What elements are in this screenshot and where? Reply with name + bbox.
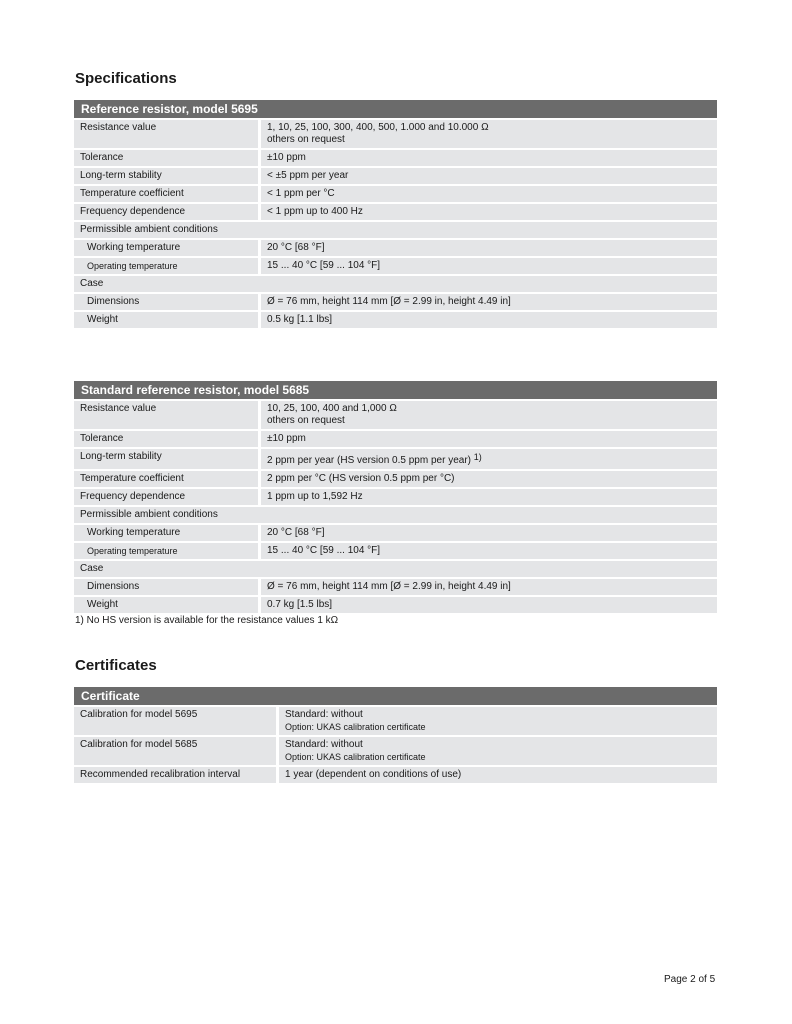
table-row	[74, 276, 717, 292]
row-value: 1 ppm up to 1,592 Hz	[258, 489, 717, 505]
row-label: Calibration for model 5695	[74, 707, 276, 735]
row-value: 2 ppm per °C (HS version 0.5 ppm per °C)	[258, 471, 717, 487]
row-value	[258, 401, 717, 429]
table-title: Certificate	[74, 687, 717, 705]
row-label: Temperature coefficient	[74, 186, 258, 202]
table-row	[74, 543, 717, 559]
table-row	[74, 222, 717, 238]
table-row	[74, 449, 717, 469]
table-row	[74, 258, 717, 274]
table-row	[74, 168, 717, 184]
certificates-heading: Certificates	[75, 657, 157, 674]
table-row	[74, 561, 717, 577]
table-title: Standard reference resistor, model 5685	[74, 381, 717, 399]
row-value: ±10 ppm	[258, 431, 717, 447]
row-value: Ø = 76 mm, height 114 mm [Ø = 2.99 in, height 4.49 in]	[258, 294, 717, 310]
row-label: Temperature coefficient	[74, 471, 258, 487]
table-row	[74, 401, 717, 429]
section-label: Case	[74, 276, 717, 292]
table-row	[74, 767, 717, 783]
footnote-mark: 1)	[473, 452, 482, 462]
row-value: 20 °C [68 °F]	[258, 525, 717, 541]
resistance-note: others on request	[267, 134, 345, 145]
row-value: 1 year (dependent on conditions of use)	[276, 767, 717, 783]
table-row	[74, 150, 717, 166]
row-value: 20 °C [68 °F]	[258, 240, 717, 256]
standard-reference-resistor-5685-table	[74, 379, 717, 615]
row-value	[276, 737, 717, 765]
standard-value: Standard: without	[285, 709, 363, 720]
row-value: ±10 ppm	[258, 150, 717, 166]
row-label: Long-term stability	[74, 449, 258, 469]
resistance-note: others on request	[267, 415, 345, 426]
row-label: Weight	[74, 312, 258, 328]
table-row	[74, 597, 717, 613]
row-label: Working temperature	[74, 240, 258, 256]
row-value: 0.5 kg [1.1 lbs]	[258, 312, 717, 328]
stability-value: 2 ppm per year (HS version 0.5 ppm per year)	[267, 455, 471, 466]
row-label: Recommended recalibration interval	[74, 767, 276, 783]
certificate-table	[74, 685, 717, 785]
table-row	[74, 312, 717, 328]
table-row	[74, 507, 717, 523]
footnote: 1) No HS version is available for the resistance values 1 kΩ	[75, 615, 339, 626]
row-label: Dimensions	[74, 294, 258, 310]
row-value: 15 ... 40 °C [59 ... 104 °F]	[258, 543, 717, 559]
table-row	[74, 120, 717, 148]
row-value	[276, 707, 717, 735]
table-row	[74, 294, 717, 310]
resistance-values: 10, 25, 100, 400 and 1,000 Ω	[267, 403, 397, 414]
row-label: Long-term stability	[74, 168, 258, 184]
row-label: Weight	[74, 597, 258, 613]
row-value	[258, 120, 717, 148]
row-value: 15 ... 40 °C [59 ... 104 °F]	[258, 258, 717, 274]
row-value: < ±5 ppm per year	[258, 168, 717, 184]
standard-value: Standard: without	[285, 739, 363, 750]
table-row	[74, 471, 717, 487]
page-number: Page 2 of 5	[664, 974, 716, 985]
row-label: Resistance value	[74, 120, 258, 148]
table-row	[74, 204, 717, 220]
row-value: 0.7 kg [1.5 lbs]	[258, 597, 717, 613]
row-label: Dimensions	[74, 579, 258, 595]
reference-resistor-5695-table	[74, 98, 717, 330]
row-value: < 1 ppm per °C	[258, 186, 717, 202]
section-label: Case	[74, 561, 717, 577]
table-row	[74, 737, 717, 765]
row-label: Working temperature	[74, 525, 258, 541]
specifications-heading: Specifications	[75, 70, 177, 87]
table-row	[74, 525, 717, 541]
option-value: Option: UKAS calibration certificate	[285, 752, 426, 762]
table-row	[74, 489, 717, 505]
option-value: Option: UKAS calibration certificate	[285, 722, 426, 732]
row-label: Operating temperature	[74, 258, 258, 274]
section-label: Permissible ambient conditions	[74, 507, 717, 523]
row-value: < 1 ppm up to 400 Hz	[258, 204, 717, 220]
table-row	[74, 579, 717, 595]
row-label: Operating temperature	[74, 543, 258, 559]
row-label: Tolerance	[74, 431, 258, 447]
row-value: Ø = 76 mm, height 114 mm [Ø = 2.99 in, height 4.49 in]	[258, 579, 717, 595]
section-label: Permissible ambient conditions	[74, 222, 717, 238]
row-label: Calibration for model 5685	[74, 737, 276, 765]
row-value	[258, 449, 717, 469]
resistance-values: 1, 10, 25, 100, 300, 400, 500, 1.000 and 10.000 Ω	[267, 122, 489, 133]
row-label: Frequency dependence	[74, 204, 258, 220]
table-row	[74, 707, 717, 735]
row-label: Frequency dependence	[74, 489, 258, 505]
table-row	[74, 186, 717, 202]
table-row	[74, 431, 717, 447]
table-title: Reference resistor, model 5695	[74, 100, 717, 118]
table-row	[74, 240, 717, 256]
row-label: Resistance value	[74, 401, 258, 429]
row-label: Tolerance	[74, 150, 258, 166]
